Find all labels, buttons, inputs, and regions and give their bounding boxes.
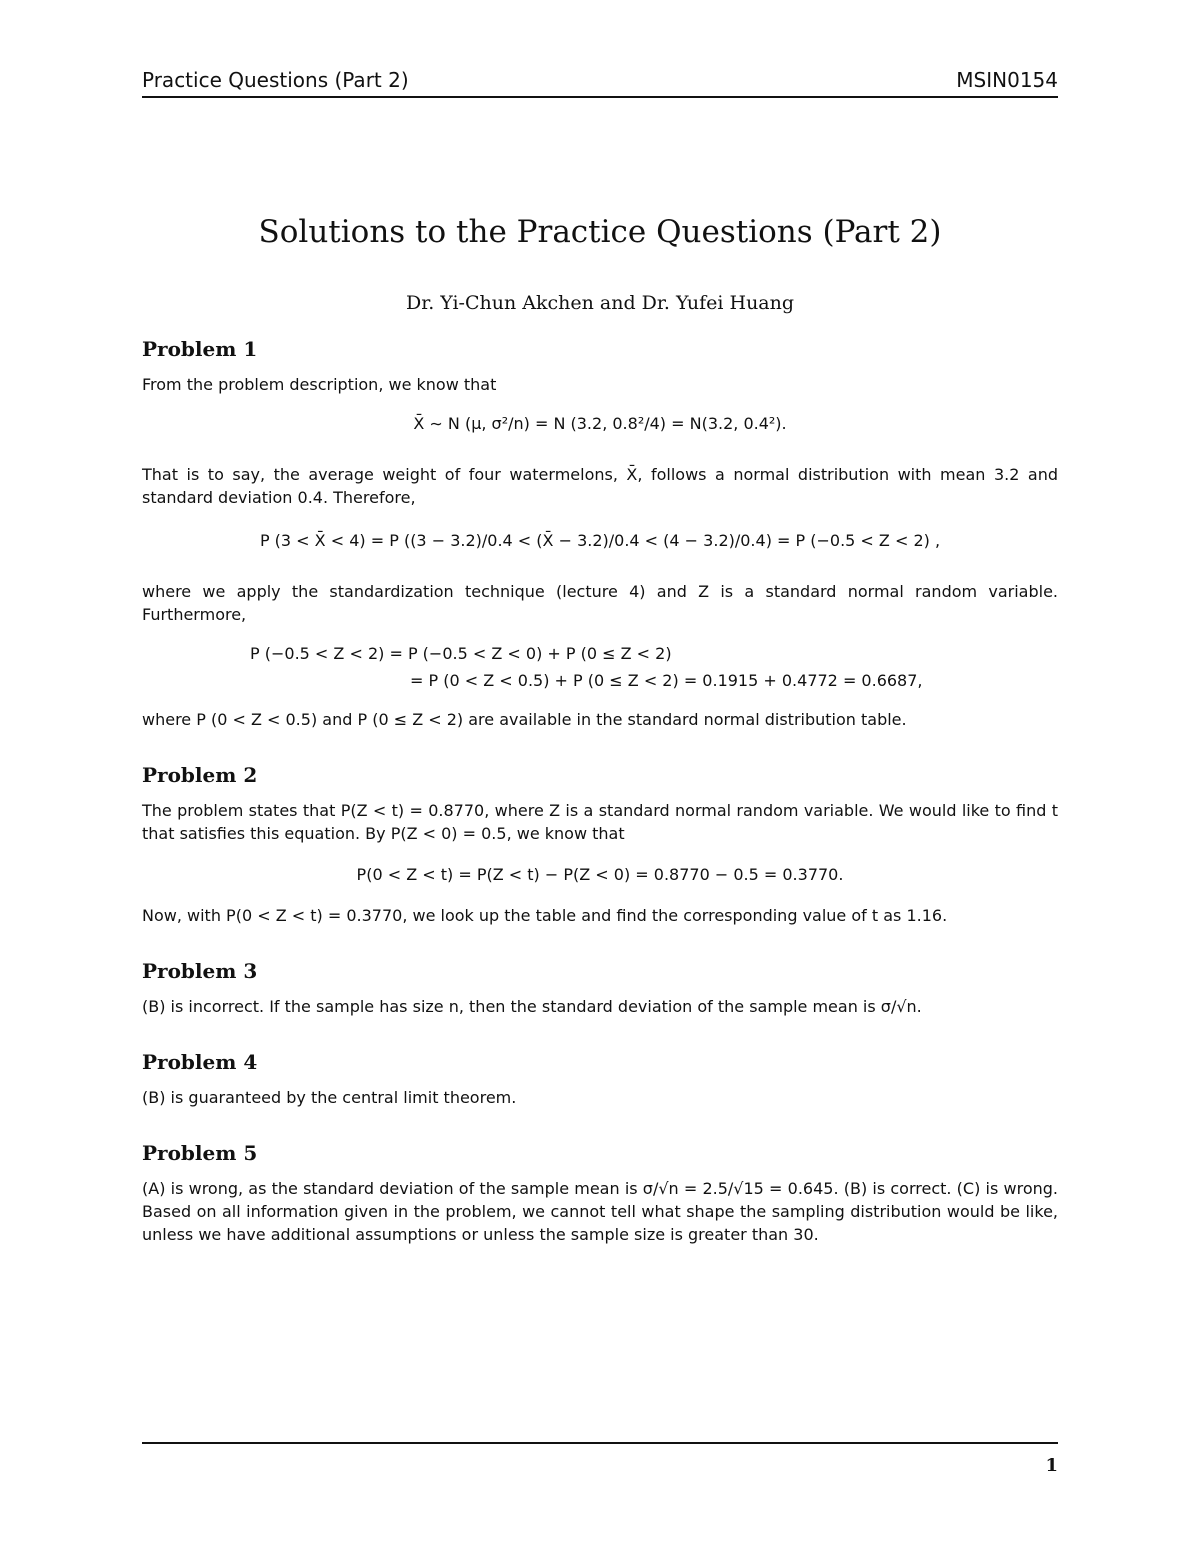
problem-3-heading: Problem 3	[142, 959, 258, 983]
problem-1-table-note: where P (0 < Z < 0.5) and P (0 ≤ Z < 2) are available in the standard normal distribution table.	[142, 710, 907, 729]
problem-1-intro: From the problem description, we know that	[142, 375, 497, 394]
problem-4-heading: Problem 4	[142, 1050, 258, 1074]
document-body	[142, 335, 1058, 1246]
problem-4-answer: (B) is guaranteed by the central limit theorem.	[142, 1088, 517, 1107]
document-authors: Dr. Yi-Chun Akchen and Dr. Yufei Huang	[405, 292, 795, 314]
problem-1-standardization-note: where we apply the standardization technique (lecture 4) and Z is a standard normal random variable. Furthermore,	[142, 582, 1058, 624]
document-title: Solutions to the Practice Questions (Part 2)	[258, 214, 942, 250]
problem-2-intro: The problem states that P(Z < t) = 0.8770, where Z is a standard normal random variable. We would like to find t that satisfies this equation. By P(Z < 0) = 0.5, we know that	[142, 801, 1058, 843]
problem-2-heading: Problem 2	[142, 763, 258, 787]
problem-1-equation-3a: P (−0.5 < Z < 2) = P (−0.5 < Z < 0) + P (0 ≤ Z < 2)	[250, 644, 672, 663]
problem-2-conclusion: Now, with P(0 < Z < t) = 0.3770, we look up the table and find the corresponding value of t as 1.16.	[142, 906, 948, 925]
page-number: 1	[1045, 1455, 1058, 1476]
problem-1-heading: Problem 1	[142, 337, 258, 361]
header-course-title: Practice Questions (Part 2)	[142, 68, 409, 92]
problem-1-explanation: That is to say, the average weight of four watermelons, X̄, follows a normal distribution with mean 3.2 and standard deviation 0.4. Therefore,	[142, 465, 1058, 507]
problem-5-heading: Problem 5	[142, 1141, 258, 1165]
header-course-code: MSIN0154	[956, 68, 1058, 92]
problem-2-equation: P(0 < Z < t) = P(Z < t) − P(Z < 0) = 0.8770 − 0.5 = 0.3770.	[356, 865, 844, 884]
problem-5-answer: (A) is wrong, as the standard deviation of the sample mean is σ/√n = 2.5/√15 = 0.645. (B) is correct. (C) is wrong. Based on all information given in the problem, we cannot tell what shape the sampling distribution would be like, unless we have additional assumptions or unless the sample size is greater than 30.	[142, 1179, 1058, 1244]
problem-3-answer: (B) is incorrect. If the sample has size n, then the standard deviation of the sample mean is σ/√n.	[142, 997, 922, 1016]
page-footer-rule	[142, 1442, 1058, 1444]
problem-1-equation-3b: = P (0 < Z < 0.5) + P (0 ≤ Z < 2) = 0.1915 + 0.4772 = 0.6687,	[410, 671, 923, 690]
problem-1-equation-1: X̄ ∼ N (μ, σ²/n) = N (3.2, 0.8²/4) = N(3.2, 0.4²).	[413, 414, 787, 433]
page-header	[142, 66, 1058, 98]
problem-1-equation-2: P (3 < X̄ < 4) = P ((3 − 3.2)/0.4 < (X̄ − 3.2)/0.4 < (4 − 3.2)/0.4) = P (−0.5 < Z < 2) ,	[259, 531, 941, 550]
